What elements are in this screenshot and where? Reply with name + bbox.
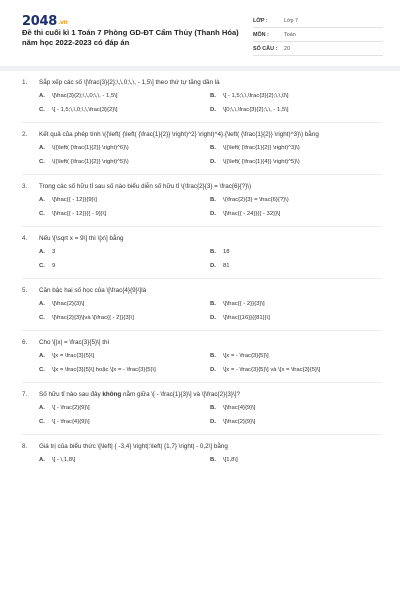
- option-text: \[ - \,1,8\]: [52, 457, 76, 463]
- option-b[interactable]: B. \[ - 1,5;\,\,\frac{3}{2};\,\,0\]: [210, 93, 289, 99]
- option-text: \[\frac{2}{3}\]: [52, 301, 85, 307]
- option-text: \[\frac{3}{2};\,\,0;\,\, - 1,5\]: [52, 93, 118, 99]
- emphasis-text: không: [102, 391, 122, 398]
- option-c[interactable]: C. \[ - 1,5;\,\,0;\,\,\frac{3}{2}\]: [39, 106, 118, 113]
- question-3: [22, 183, 382, 218]
- option-text: \[\frac{{16}}{{81}}\]: [223, 314, 270, 321]
- option-text: \({\left( {\frac{1}{4}} \right)^5}\): [223, 158, 300, 165]
- option-b[interactable]: B. \[\frac{{ - 2}}{3}\]: [210, 301, 265, 307]
- option-text: \[\frac{2}{3}\]và \[\frac{{ - 2}}{3}\]: [52, 314, 134, 321]
- option-d[interactable]: D. \({\left( {\frac{1}{4}} \right)^5}\): [210, 158, 300, 165]
- question-list: [22, 79, 382, 471]
- question-6: [22, 339, 382, 374]
- option-a[interactable]: A. \[ - \frac{2}{9}\]: [39, 405, 90, 411]
- question-number: 6.: [22, 339, 28, 346]
- option-a[interactable]: A. \[\frac{3}{2};\,\,0;\,\, - 1,5\]: [39, 93, 118, 99]
- exam-info-table: [253, 14, 383, 56]
- page-header: [0, 0, 400, 62]
- option-c[interactable]: C. \[x = \frac{3}{5}\] hoặc \[x = - \frac{3}{5}\]: [39, 366, 156, 373]
- option-a[interactable]: A. 3: [39, 249, 56, 255]
- info-label: MÔN :: [253, 31, 269, 38]
- info-label: SỐ CÂU :: [253, 45, 278, 52]
- info-row-count: [253, 42, 383, 56]
- option-b[interactable]: B. 18: [210, 249, 230, 255]
- option-text: \[1,8\]: [223, 457, 238, 463]
- question-divider: [22, 278, 382, 279]
- option-b[interactable]: B. \[\frac{4}{9}\]: [210, 405, 256, 411]
- info-value: 20: [284, 45, 290, 52]
- option-b[interactable]: B. \[x = - \frac{3}{5}\]: [210, 353, 269, 359]
- info-value: Toán: [284, 31, 296, 38]
- question-text: Nếu \[\sqrt x = 9\] thì \[x\] bằng: [39, 235, 124, 242]
- question-number: 8.: [22, 443, 28, 450]
- option-a[interactable]: A. \[x = \frac{3}{5}\]: [39, 353, 95, 359]
- option-text: \({\left( {\frac{1}{2}} \right)^5}\): [52, 158, 129, 165]
- option-a[interactable]: A. \({\left( {\frac{1}{2}} \right)^6}\): [39, 145, 129, 151]
- option-text: \[x = - \frac{3}{5}\]: [223, 353, 269, 359]
- option-b[interactable]: B. \(\frac{2}{3} = \frac{6}{?}\): [210, 197, 289, 203]
- question-text: Số hữu tỉ nào sau đây không nằm giữa \[ - \frac{1}{3}\] và \[\frac{2}{3}\]?: [39, 391, 240, 398]
- option-text: \[ - \frac{4}{9}\]: [52, 418, 90, 425]
- option-text: \[\frac{4}{9}\]: [223, 405, 256, 411]
- option-text: \[x = \frac{3}{5}\] hoặc \[x = - \frac{3}{5}\]: [52, 366, 156, 373]
- question-1: [22, 79, 382, 114]
- option-text: \(\frac{2}{3} = \frac{6}{?}\): [223, 197, 289, 203]
- option-c[interactable]: C. \[\frac{2}{3}\]và \[\frac{{ - 2}}{3}\]: [39, 314, 134, 321]
- option-text: \[ - \frac{2}{9}\]: [52, 405, 90, 411]
- option-text: \({\left( {\frac{1}{2}} \right)^6}\): [52, 145, 129, 151]
- question-number: 5.: [22, 287, 28, 294]
- question-text: Căn bậc hai số học của \[\frac{4}{9}\]là: [39, 287, 147, 294]
- option-c[interactable]: C. \[\frac{{ - 12}}{{ - 9}}\]: [39, 210, 107, 217]
- option-c[interactable]: C. 9: [39, 262, 56, 269]
- header-divider: [0, 66, 400, 71]
- option-d[interactable]: D. \[x = - \frac{3}{5}\] và \[x = \frac{3}{5}\]: [210, 366, 321, 373]
- question-7: [22, 391, 382, 426]
- info-row-subject: [253, 28, 383, 42]
- option-text: \[\frac{{ - 24}}{{ - 32}}\]: [223, 210, 281, 217]
- option-a[interactable]: A. \[\frac{2}{3}\]: [39, 301, 85, 307]
- option-d[interactable]: D. \[\frac{{16}}{{81}}\]: [210, 314, 270, 321]
- option-text: \[ - 1,5;\,\,0;\,\,\frac{3}{2}\]: [52, 106, 118, 113]
- question-divider: [22, 330, 382, 331]
- option-text: \[0;\,\,\frac{3}{2};\,\, - 1,5\]: [223, 106, 289, 113]
- question-divider: [22, 382, 382, 383]
- question-divider: [22, 122, 382, 123]
- logo-main: 2048: [22, 14, 57, 29]
- question-4: [22, 235, 382, 270]
- info-value: Lớp 7: [284, 18, 299, 24]
- option-b[interactable]: B. \[1,8\]: [210, 457, 238, 463]
- option-b[interactable]: B. \({\left( {\frac{1}{2}} \right)^3}\): [210, 145, 300, 151]
- question-text: Cho \[|x| = \frac{3}{5}\] thì: [39, 339, 110, 346]
- option-text: \[\frac{{ - 2}}{3}\]: [223, 301, 265, 307]
- question-text: Sắp xếp các số \[\frac{3}{2};\,\,0;\,\, - 1,5\] theo thứ tự tăng dần là: [39, 79, 220, 86]
- question-divider: [22, 226, 382, 227]
- option-d[interactable]: D. \[\frac{2}{9}\]: [210, 418, 256, 425]
- question-2: [22, 131, 382, 166]
- info-row-class: [253, 14, 383, 28]
- question-5: [22, 287, 382, 322]
- option-text: 3: [52, 249, 56, 255]
- exam-title: Đề thi cuối kì 1 Toán 7 Phòng GD-ĐT Cẩm Thủy (Thanh Hóa) năm học 2022-2023 có đáp án: [22, 28, 239, 47]
- option-text: \({\left( {\frac{1}{2}} \right)^3}\): [223, 145, 300, 151]
- site-logo[interactable]: [22, 14, 68, 29]
- question-number: 4.: [22, 235, 28, 242]
- question-number: 1.: [22, 79, 28, 86]
- question-divider: [22, 174, 382, 175]
- question-number: 7.: [22, 391, 28, 398]
- logo-suffix: .vn: [57, 19, 68, 26]
- option-c[interactable]: C. \({\left( {\frac{1}{2}} \right)^5}\): [39, 158, 129, 165]
- question-text: Kết quả của phép tính \({\left( {\left( {\frac{1}{2}} \right)^2} \right)^4}.{\left( {\frac{1}{2}} \right)^3}\) bằng: [39, 131, 319, 138]
- info-label: LỚP :: [253, 18, 268, 24]
- option-d[interactable]: D. 81: [210, 262, 230, 269]
- option-d[interactable]: D. \[\frac{{ - 24}}{{ - 32}}\]: [210, 210, 281, 217]
- option-c[interactable]: C. \[ - \frac{4}{9}\]: [39, 418, 90, 425]
- option-text: \[\frac{2}{9}\]: [223, 418, 256, 425]
- option-text: \[\frac{{ - 12}}{{ - 9}}\]: [52, 210, 107, 217]
- option-text: \[\frac{{ - 12}}{9}\]: [52, 197, 97, 203]
- question-number: 2.: [22, 131, 28, 138]
- option-text: \[x = - \frac{3}{5}\] và \[x = \frac{3}{5}\]: [223, 366, 321, 373]
- option-a[interactable]: A. \[\frac{{ - 12}}{9}\]: [39, 197, 97, 203]
- question-text: Trong các số hữu tỉ sau số nào biểu diễn số hữu tỉ \(\frac{2}{3} = \frac{6}{?}\): [39, 183, 252, 190]
- option-text: \[x = \frac{3}{5}\]: [52, 353, 95, 359]
- question-number: 3.: [22, 183, 28, 190]
- option-a[interactable]: A. \[ - \,1,8\]: [39, 457, 76, 463]
- option-d[interactable]: D. \[0;\,\,\frac{3}{2};\,\, - 1,5\]: [210, 106, 289, 113]
- option-text: \[ - 1,5;\,\,\frac{3}{2};\,\,0\]: [223, 93, 289, 99]
- question-text: Giá trị của biểu thức \[\left| { -3,4} \right|:\left| {1,7} \right| - 0,2\] bằng: [39, 443, 228, 450]
- question-divider: [22, 434, 382, 435]
- option-text: 18: [223, 249, 230, 255]
- option-text: 81: [223, 262, 230, 269]
- option-text: 9: [52, 262, 56, 269]
- question-8: [22, 443, 382, 465]
